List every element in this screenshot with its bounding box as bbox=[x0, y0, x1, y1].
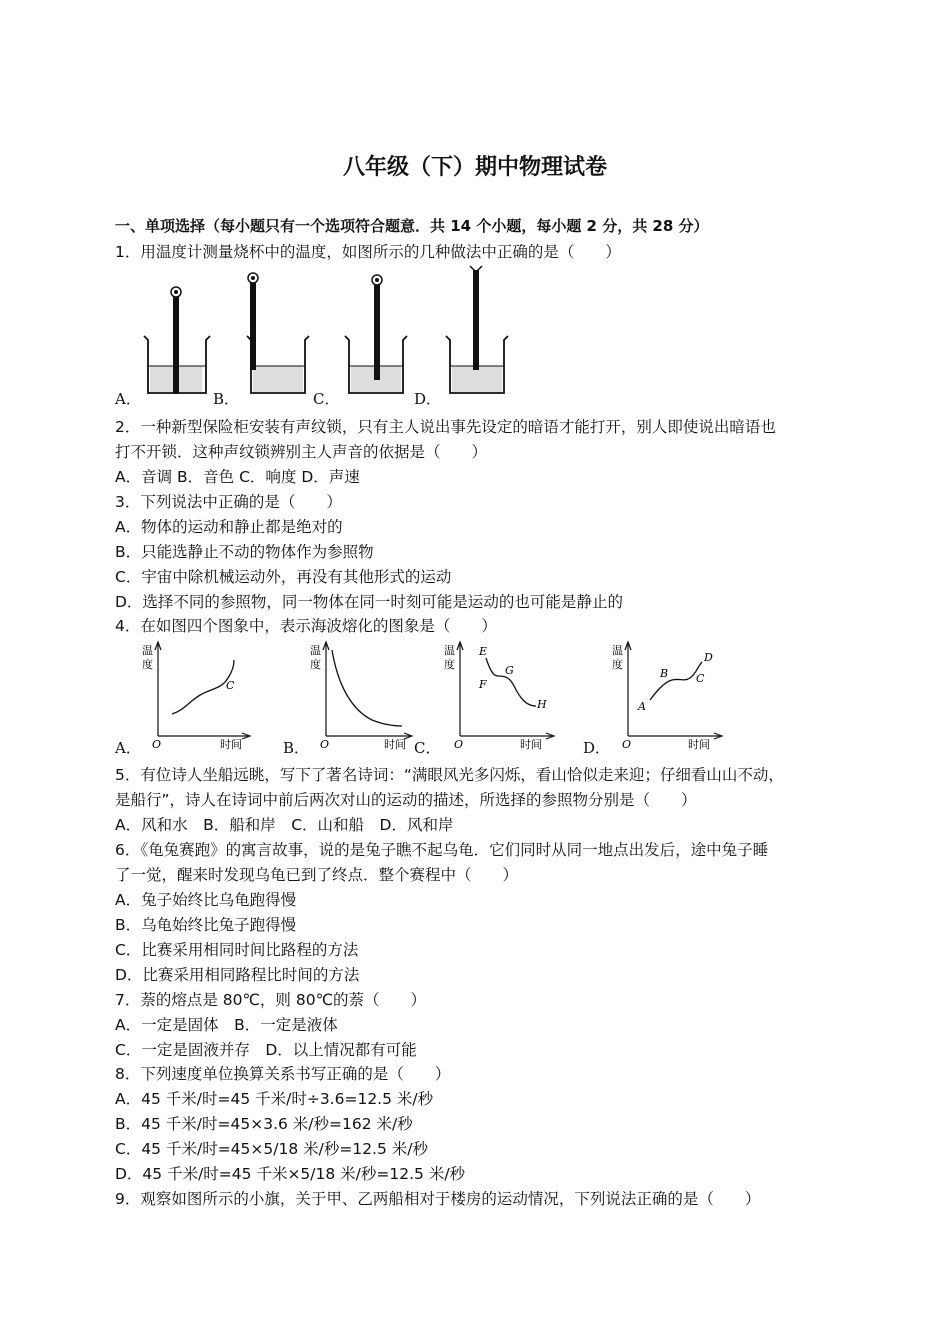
graph-a-ylabel-2: 度 bbox=[142, 658, 153, 671]
graph-d-point-a: A bbox=[638, 700, 646, 713]
question-5-stem-line1: 5．有位诗人坐船远眺，写下了著名诗词：“满眼风光多闪烁，看山恰似走来迎；仔细看山山不动， bbox=[115, 766, 784, 784]
question-2-stem-line2: 打不开锁．这种声纹锁辨别主人声音的依据是（ ） bbox=[115, 443, 488, 461]
question-6-option-b: B．乌龟始终比兔子跑得慢 bbox=[115, 916, 297, 934]
q1-label-c: C． bbox=[313, 390, 340, 408]
svg-text:度: 度 bbox=[612, 658, 623, 671]
graph-c-point-h: H bbox=[537, 698, 547, 711]
graph-c-point-f: F bbox=[479, 678, 487, 691]
thermometer-beaker-figures bbox=[0, 262, 950, 412]
svg-text:度: 度 bbox=[444, 658, 455, 671]
graph-d-xlabel: 时间 bbox=[688, 738, 710, 751]
question-5-options: A．风和水 B．船和岸 C．山和船 D．风和岸 bbox=[115, 816, 454, 834]
graph-a-xlabel: 时间 bbox=[220, 738, 242, 751]
question-8-option-d: D．45 千米/时=45 千米×5/18 米/秒=12.5 米/秒 bbox=[115, 1165, 466, 1183]
q4-label-c: C． bbox=[414, 739, 441, 757]
q4-label-d: D． bbox=[583, 739, 611, 757]
graph-b bbox=[310, 642, 412, 751]
question-4-stem: 4．在如图四个图象中，表示海波熔化的图象是（ ） bbox=[115, 617, 497, 635]
question-3-option-a: A．物体的运动和静止都是绝对的 bbox=[115, 518, 343, 536]
question-6-stem-line2: 了一觉，醒来时发现乌龟已到了终点．整个赛程中（ ） bbox=[115, 866, 519, 884]
temperature-time-graphs bbox=[0, 636, 950, 756]
page-title: 八年级（下）期中物理试卷 bbox=[342, 155, 607, 180]
svg-text:度: 度 bbox=[310, 658, 321, 671]
question-2-options: A．音调 B．音色 C．响度 D．声速 bbox=[115, 468, 360, 486]
q1-label-a: A． bbox=[115, 390, 141, 408]
question-6-option-a: A．兔子始终比乌龟跑得慢 bbox=[115, 891, 297, 909]
question-6-option-c: C．比赛采用相同时间比路程的方法 bbox=[115, 941, 359, 959]
question-7-options-ab: A．一定是固体 B．一定是液体 bbox=[115, 1016, 338, 1034]
question-3-option-d: D．选择不同的参照物，同一物体在同一时刻可能是运动的也可能是静止的 bbox=[115, 593, 623, 611]
svg-text:温: 温 bbox=[444, 644, 455, 657]
question-1-stem: 1．用温度计测量烧杯中的温度，如图所示的几种做法中正确的是（ ） bbox=[115, 243, 621, 261]
q4-label-b: B． bbox=[283, 739, 310, 757]
graph-c-point-e: E bbox=[479, 645, 488, 658]
question-8-stem: 8．下列速度单位换算关系书写正确的是（ ） bbox=[115, 1065, 451, 1083]
graph-a bbox=[142, 642, 250, 751]
q1-label-b: B． bbox=[213, 390, 240, 408]
svg-text:温: 温 bbox=[612, 644, 623, 657]
beaker-d-figure bbox=[446, 266, 508, 393]
beaker-b-figure bbox=[247, 273, 309, 393]
question-6-option-d: D．比赛采用相同路程比时间的方法 bbox=[115, 966, 360, 984]
question-9-stem: 9．观察如图所示的小旗，关于甲、乙两船相对于楼房的运动情况，下列说法正确的是（ ） bbox=[115, 1190, 761, 1208]
graph-d bbox=[612, 642, 722, 751]
graph-d-point-d: D bbox=[704, 651, 713, 664]
question-8-option-c: C．45 千米/时=45×5/18 米/秒=12.5 米/秒 bbox=[115, 1140, 428, 1158]
graph-a-point-c: C bbox=[226, 679, 235, 692]
graph-a-origin: O bbox=[152, 738, 162, 751]
beaker-a-figure bbox=[144, 287, 210, 394]
beaker-c-figure bbox=[345, 275, 407, 393]
graph-b-origin: O bbox=[320, 738, 330, 751]
q4-label-a: A． bbox=[115, 739, 141, 757]
graph-c-point-g: G bbox=[505, 664, 514, 677]
graph-d-point-b: B bbox=[660, 667, 669, 680]
question-3-stem: 3．下列说法中正确的是（ ） bbox=[115, 493, 342, 511]
question-6-stem-line1: 6．《龟兔赛跑》的寓言故事，说的是兔子瞧不起乌龟．它们同时从同一地点出发后，途中兔子睡 bbox=[115, 841, 769, 859]
graph-a-ylabel-1: 温 bbox=[142, 644, 153, 657]
q1-label-d: D． bbox=[414, 390, 442, 408]
question-7-stem: 7．萘的熔点是 80℃，则 80℃的萘（ ） bbox=[115, 991, 426, 1009]
graph-c-xlabel: 时间 bbox=[520, 738, 542, 751]
graph-b-xlabel: 时间 bbox=[384, 738, 406, 751]
graph-c-origin: O bbox=[454, 738, 464, 751]
graph-c bbox=[444, 642, 554, 751]
question-2-stem-line1: 2．一种新型保险柜安装有声纹锁，只有主人说出事先设定的暗语才能打开，别人即使说出暗语也 bbox=[115, 418, 776, 436]
svg-text:温: 温 bbox=[310, 644, 321, 657]
question-8-option-a: A．45 千米/时=45 千米/时÷3.6=12.5 米/秒 bbox=[115, 1090, 434, 1108]
question-5-stem-line2: 是船行”，诗人在诗词中前后两次对山的运动的描述，所选择的参照物分别是（ ） bbox=[115, 791, 697, 809]
question-7-options-cd: C．一定是固液并存 D．以上情况都有可能 bbox=[115, 1041, 417, 1059]
question-3-option-c: C．宇宙中除机械运动外，再没有其他形式的运动 bbox=[115, 568, 452, 586]
question-3-option-b: B．只能选静止不动的物体作为参照物 bbox=[115, 543, 374, 561]
graph-d-origin: O bbox=[622, 738, 632, 751]
section-heading: 一、单项选择（每小题只有一个选项符合题意．共 14 个小题，每小题 2 分，共 28 分） bbox=[115, 217, 709, 235]
question-8-option-b: B．45 千米/时=45×3.6 米/秒=162 米/秒 bbox=[115, 1115, 413, 1133]
graph-d-point-c: C bbox=[696, 672, 705, 685]
